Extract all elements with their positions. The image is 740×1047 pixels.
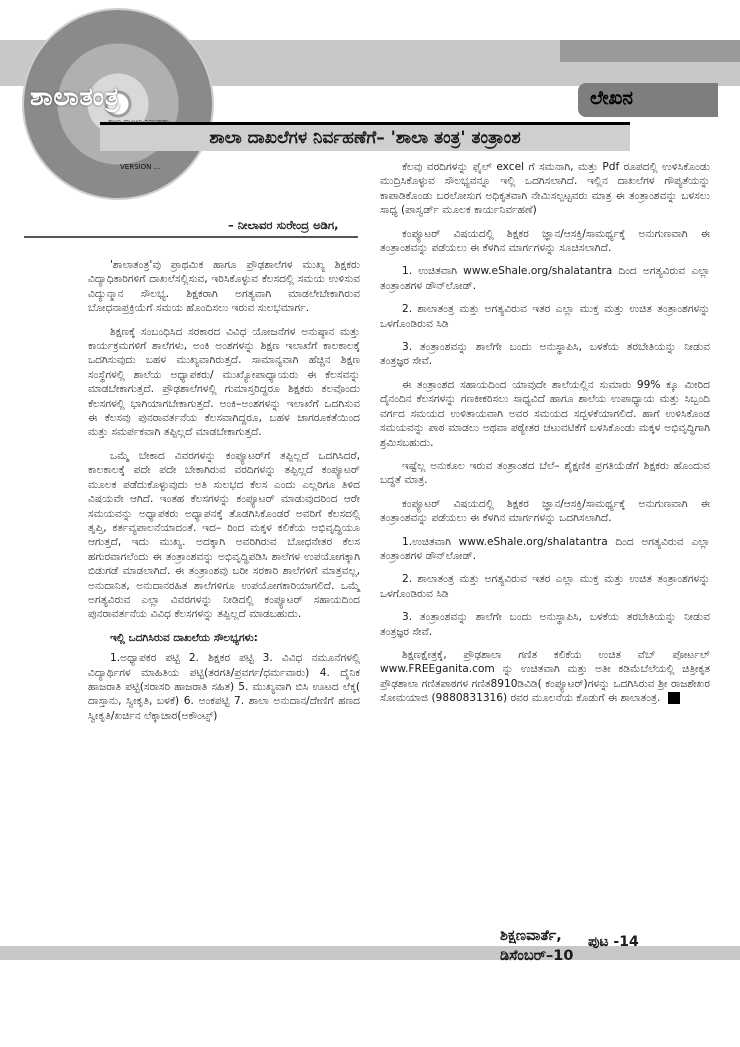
end-of-article-mark — [668, 692, 680, 704]
section-label: ಲೇಖನ — [590, 87, 633, 109]
publication-issue: ಡಿಸೆಂಬರ್–10 — [500, 948, 574, 964]
paragraph: 1. ಉಚಿತವಾಗಿ www.eShale.org/shalatantra ದಿಂದ ಅಗತ್ಯವಿರುವ ಎಲ್ಲಾ ತಂತ್ರಾಂಶಗಳ ಡೌನ್‌ಲೋಡ್. — [380, 265, 710, 292]
paragraph: ಇಷ್ಟೆಲ್ಲ ಅನುಕೂಲ ಇರುವ ತಂತ್ರಾಂಶದ ಬೆಲೆ– ಶೈಕ್ಷಣಿಕ ಪ್ರಗತಿಯೆಡೆಗೆ ಶಿಕ್ಷಕರು ಹೊಂದುವ ಬದ್ಧತೆ ಮಾತ್ರ. — [380, 459, 710, 487]
header-band-accent — [560, 40, 740, 62]
features-list: 1.ಅಧ್ಯಾಪಕರ ಪಟ್ಟಿ 2. ಶಿಕ್ಷಕರ ಪಟ್ಟಿ 3. ವಿವಿಧ ನಮೂನೆಗಳಲ್ಲಿ ವಿದ್ಯಾರ್ಥಿಗಳ ಮಾಹಿತಿಯ ಪಟ್ಟಿ(ತರಗತಿ/ಪ್ರವರ್ಗ/ಧರ್ಮವಾರು) 4. ದೈನಿಕ ಹಾಜರಾತಿ ಪಟ್ಟಿ(ಸರಾಸರಿ ಹಾಜರಾತಿ ಸಹಿತ) 5. ಮುಖ್ಯವಾಗಿ ಬಿಸಿ ಊಟದ ಲೆಕ್ಕ( ದಾಸ್ತಾನು, ಸ್ವೀಕೃತಿ, ಬಳಕೆ) 6. ಅಂಕಪಟ್ಟಿ 7. ಶಾಲಾ ಅನುದಾನ/ದೇಣಿಗೆ ಹಣದ ಸ್ವೀಕೃತಿ/ಖರ್ಚಿನ ಲೆಕ್ಕಾಚಾರ(ಅಕೌಂಟ್ಸ್) — [88, 652, 360, 722]
paragraph: ಈ ತಂತ್ರಾಂಶದ ಸಹಾಯದಿಂದ ಯಾವುದೇ ಶಾಲೆಯಲ್ಲಿನ ಸುಮಾರು 99% ಕ್ಕೂ ಮೀರಿದ ದೈನಂದಿನ ಕೆಲಸಗಳನ್ನು ಗಣಕೀಕರಿಸಲು ಸಾಧ್ಯವಿದೆ ಹಾಗೂ ಶಾಲೆಯ ಉಪಾಧ್ಯಾಯ ಮತ್ತು ಸಿಬ್ಬಂದಿ ವರ್ಗದ ಸಮಯದ ಉಳಿತಾಯವಾಗಿ ಅವರ ಸಮಯದ ಸದ್ಬಳಕೆಯಾಗಲಿದೆ. ಹಾಗೆ ಉಳಿಸಿಕೊಂಡ ಸಮಯವನ್ನು ಪಾಠ ಮಾಡಲು ಅಥವಾ ಪಠ್ಯೇತರ ಚಟುವಟಿಕೆಗೆ ಬಳಸಿಕೊಂಡು ಮಕ್ಕಳ ಅಭಿವೃದ್ಧಿಗಾಗಿ ಶ್ರಮಿಸಬಹುದು. — [380, 378, 710, 449]
closing-paragraph — [380, 648, 710, 706]
paragraph: 1.ಉಚಿತವಾಗಿ www.eShale.org/shalatantra ದಿಂದ ಅಗತ್ಯವಿರುವ ಎಲ್ಲಾ ತಂತ್ರಾಂಶಗಳ ಡೌನ್‌ಲೋಡ್. — [380, 535, 710, 562]
cd-version: VERSION ... — [120, 163, 161, 171]
paragraph: 2. ಶಾಲಾತಂತ್ರ ಮತ್ತು ಅಗತ್ಯವಿರುವ ಇತರ ಎಲ್ಲಾ ಮುಕ್ತ ಮತ್ತು ಉಚಿತ ತಂತ್ರಾಂಶಗಳನ್ನು ಒಳಗೊಂಡಿರುವ ಸಿಡಿ — [380, 573, 710, 600]
page-number: ಪುಟ -14 — [588, 934, 639, 950]
cd-title: ಶಾಲಾತಂತ್ರ — [30, 82, 121, 111]
paragraph: ಕಂಪ್ಯೂಟರ್ ವಿಷಯದಲ್ಲಿ ಶಿಕ್ಷಕರ ಜ್ಞಾನ/ಆಸಕ್ತಿ/ಸಾಮರ್ಥ್ಯಕ್ಕೆ ಅನುಗುಣವಾಗಿ ಈ ತಂತ್ರಾಂಶವನ್ನು ಪಡೆಯಲು ಈ ಕೆಳಗಿನ ಮಾರ್ಗಗಳನ್ನು ಸೂಚಿಸಲಾಗಿದೆ. — [380, 227, 710, 255]
paragraph: ಒಮ್ಮೆ ಬೇಕಾದ ವಿವರಗಳನ್ನು ಕಂಪ್ಯೂಟರ್‌ಗೆ ತಪ್ಪಿಲ್ಲದೆ ಒದಗಿಸಿದರೆ, ಕಾಲಕಾಲಕ್ಕೆ ಪದೇ ಪದೇ ಬೇಕಾಗಿರುವ ವರದಿಗಳನ್ನು ತಪ್ಪಿಲ್ಲದೆ ಕಂಪ್ಯೂಟರ್ ಮೂಲಕ ಪಡೆದುಕೊಳ್ಳುವುದು ಅತಿ ಸುಲಭದ ಕೆಲಸ ಎಂದು ಎಲ್ಲರಿಗೂ ತಿಳಿದ ವಿಷಯವೇ ಆಗಿದೆ. ಇಂತಹ ಕೆಲಸಗಳನ್ನು ಕಂಪ್ಯೂಟರ್ ಮಾಡುವುದರಿಂದ ಆರೇ ಸಮಯವನ್ನು ಅಧ್ಯಾಪಕರು ಅಧ್ಯಾಪನಕ್ಕೆ ತೊಡಗಿಸಿಕೊಂಡರೆ ಅವರಿಗೆ ಕೆಲಸದಲ್ಲಿ ತೃಪ್ತಿ, ಕರ್ತವ್ಯಪಾಲನೆಯಾದಂತೆ. ಇದ– ರಿಂದ ಮಕ್ಕಳ ಕಲಿಕೆಯ ಅಭಿವೃದ್ಧಿಯೂ ಆಗುತ್ತದೆ, ಇದು ಮುಖ್ಯ. ಅದಕ್ಕಾಗಿ ಅವರಿಗಿರುವ ಬೋಧನೇತರ ಕೆಲಸ ಹಗುರವಾಗಲೆಂದು ಈ ತಂತ್ರಾಂಶವನ್ನು ಅಭಿವೃದ್ಧಿಪಡಿಸಿ ಶಾಲೆಗಳ ಉಪಯೋಗಕ್ಕಾಗಿ ಬಿಡುಗಡೆ ಮಾಡಲಾಗಿದೆ. ಈ ತಂತ್ರಾಂಶವು ಬರೀ ಸರಕಾರಿ ಶಾಲೆಗಳಿಗೆ ಮಾತ್ರವಲ್ಲ, ಅನುದಾನಿತ, ಅನುದಾನರಹಿತ ಶಾಲೆಗಳಿಗೂ ಉಪಯೋಗಕಾರಿಯಾಗಲಿದೆ. ಒಮ್ಮೆ ಅಗತ್ಯವಿರುವ ಎಲ್ಲಾ ವಿವರಗಳನ್ನು ನೀಡಿದಲ್ಲಿ ಕಂಪ್ಯೂಟರ್ ಸಹಾಯದಿಂದ ಪುನರಾವರ್ತನೆಯ ವಿವಿಧ ಕೆಲಸಗಳನ್ನು ತಪ್ಪಿಲ್ಲದೆ ಮಾಡಬಹುದು. — [88, 449, 360, 621]
byline-divider — [24, 236, 358, 238]
left-column — [88, 258, 360, 732]
publication-name — [500, 926, 573, 966]
publication-title: ಶಿಕ್ಷಣವಾರ್ತೆ, — [500, 928, 562, 944]
paragraph: 3. ತಂತ್ರಾಂಶವನ್ನು ಶಾಲೆಗೇ ಬಂದು ಅನುಸ್ಥಾಪಿಸಿ, ಬಳಕೆಯ ತರಬೇತಿಯನ್ನು ನೀಡುವ ತಂತ್ರಜ್ಞರ ಸೇವೆ. — [380, 611, 710, 638]
author-byline: – ನೀಲಾವರ ಸುರೇಂದ್ರ ಅಡಿಗ, — [228, 218, 339, 232]
right-column — [380, 160, 710, 715]
closing-text: ಶಿಕ್ಷಣಕ್ಷೇತ್ರಕ್ಕೆ, ಪ್ರೌಢಶಾಲಾ ಗಣಿತ ಕಲಿಕೆಯ ಉಚಿತ ವೆಬ್ ಪೋರ್ಟಲ್ www.FREEganita.com ನ್ನು ಉಚಿತವಾಗಿ ಮತ್ತು ಅತೀ ಕಡಿಮೆಬೆಲೆಯಲ್ಲಿ ಚಿತ್ರೀಕೃತ ಪ್ರೌಢಶಾಲಾ ಗಣಿತಪಾಠಗಳ ಗಣಿತ8910ಡಿವಿಡಿ( ಕಂಪ್ಯೂಟರ್)ಗಳನ್ನು ಒದಗಿಸಿರುವ ಶ್ರೀ ರಾಜಶೇಖರ ಸೋಮಯಾಜಿ (9880831316) ರವರ ಮೂಲನೆಯ ಕೊಡುಗೆ ಈ ಶಾಲಾತಂತ್ರ. — [380, 648, 710, 705]
article-headline: ಶಾಲಾ ದಾಖಲೆಗಳ ನಿರ್ವಹಣೆಗೆ– 'ಶಾಲಾ ತಂತ್ರ' ತಂತ್ರಾಂಶ — [100, 122, 630, 151]
paragraph: ಶಿಕ್ಷಣಕ್ಕೆ ಸಂಬಂಧಿಸಿದ ಸರಕಾರದ ವಿವಿಧ ಯೋಜನೆಗಳ ಅನುಷ್ಠಾನ ಮತ್ತು ಕಾರ್ಯಕ್ರಮಗಳಿಗೆ ಶಾಲೆಗಳು, ಅಂಕಿ ಅಂಶಗಳನ್ನು ಶಿಕ್ಷಣ ಇಲಾಖೆಗೆ ಕಾಲಕಾಲಕ್ಕೆ ಒದಗಿಸುವುದು ಬಹಳ ಮುಖ್ಯವಾಗಿರುತ್ತದೆ. ಸಾಮಾನ್ಯವಾಗಿ ಹೆಚ್ಚಿನ ಶಿಕ್ಷಣ ಸಂಸ್ಥೆಗಳಲ್ಲಿ ಶಾಲೆಯ ಅಧ್ಯಾಪಕರು/ ಮುಖ್ಯೋಪಾಧ್ಯಾಯರು ಈ ಕೆಲಸವನ್ನು ಮಾಡಬೇಕಾಗುತ್ತದೆ. ಪ್ರೌಢಶಾಲೆಗಳಲ್ಲಿ ಗುಮಾಸ್ತರಿದ್ದರೂ ಶಿಕ್ಷಕರು ಕಲವೊಂದು ಕೆಲಸಗಳಲ್ಲಿ ಭಾಗಿಯಾಗಬೇಕಾಗುತ್ತದೆ. ಅಂಕಿ–ಅಂಶಗಳನ್ನು ಇಲಾಖೆಗೆ ಒದಗಿಸುವ ಈ ಕೆಲಸವು ಪುನರಾವರ್ತನೆಯ ಕೆಲಸವಾಗಿದ್ದರೂ, ಬಹಳ ಜಾಗರೂಕತೆಯಿಂದ ಮತ್ತು ಸಮರ್ಪಕವಾಗಿ ತಪ್ಪಿಲ್ಲದೆ ಮಾಡಬೇಕಾಗುತ್ತದೆ. — [88, 325, 360, 439]
paragraph: ಕೆಲವು ವರದಿಗಳನ್ನು ಫೈಲ್ excel ಗೆ ಸಮನಾಗಿ, ಮತ್ತು Pdf ರೂಪದಲ್ಲಿ ಉಳಿಸಿಕೊಂಡು ಮುದ್ರಿಸಿಕೊಳ್ಳುವ ಸೌಲಭ್ಯವನ್ನೂ ಇಲ್ಲಿ ಒದಗಿಸಲಾಗಿದೆ. ಇಲ್ಲಿನ ದಾಖಲೆಗಳ ಗೌಪ್ಯತೆಯನ್ನು ಕಾಪಾಡಿಕೊಂಡು ಬರಲೋಸುಗ ಅಧಿಕೃತವಾಗಿ ನೇಮಿಸಲ್ಪಟ್ಟವರು ಮಾತ್ರ ಈ ತಂತ್ರಾಂಶವನ್ನು ಬಳಸಲು ಸಾಧ್ಯ (ಪಾಸ್ವರ್ಡ್ ಮೂಲಕ ಕಾರ್ಯನಿರ್ವಹಣೆ) — [380, 161, 710, 217]
features-list-title: ಇಲ್ಲಿ ಒದಗಿಸಿರುವ ದಾಖಲೆಯ ಸೌಲಭ್ಯಗಳು: — [110, 631, 258, 644]
paragraph: ಕಂಪ್ಯೂಟರ್ ವಿಷಯದಲ್ಲಿ ಶಿಕ್ಷಕರ ಜ್ಞಾನ/ಆಸಕ್ತಿ/ಸಾಮರ್ಥ್ಯಕ್ಕೆ ಅನುಗುಣವಾಗಿ ಈ ತಂತ್ರಾಂಶವನ್ನು ಪಡೆಯಲು ಈ ಕೆಳಗಿನ ಮಾರ್ಗಗಳನ್ನು ಒದಗಿಸಲಾಗಿದೆ. — [380, 497, 710, 525]
paragraph: 3. ತಂತ್ರಾಂಶವನ್ನು ಶಾಲೆಗೇ ಬಂದು ಅನುಸ್ಥಾಪಿಸಿ, ಬಳಕೆಯ ತರಬೇತಿಯನ್ನು ನೀಡುವ ತಂತ್ರಜ್ಞರ ಸೇವೆ. — [380, 341, 710, 368]
paragraph: 2. ಶಾಲಾತಂತ್ರ ಮತ್ತು ಅಗತ್ಯವಿರುವ ಇತರ ಎಲ್ಲಾ ಮುಕ್ತ ಮತ್ತು ಉಚಿತ ತಂತ್ರಾಂಶಗಳನ್ನು ಒಳಗೊಂಡಿರುವ ಸಿಡಿ — [380, 303, 710, 330]
paragraph: 'ಶಾಲಾತಂತ್ರ'ವು ಪ್ರಾಥಮಿಕ ಹಾಗೂ ಪ್ರೌಢಶಾಲೆಗಳ ಮುಖ್ಯ ಶಿಕ್ಷಕರು ವಿದ್ಯಾಧಿಕಾರಿಗಳಿಗೆ ದಾಖಲೆಸಲ್ಲಿಸುವ, ಇರಿಸಿಕೊಳ್ಳುವ ಕೆಲಸದಲ್ಲಿ ಸಮಯ ಉಳಿಸುವ ವಿದ್ಯುನ್ಮಾನ ಸೌಲಭ್ಯ. ಶಿಕ್ಷಕರಾಗಿ ಅಗತ್ಯವಾಗಿ ಮಾಡಲೇಬೇಕಾಗಿರುವ ಬೋಧನಾಪ್ರಕ್ರಿಯೆಗೆ ಸಮಯ ಹೊಂದಿಸಲು ಇರುವ ಸುಲಭಮಾರ್ಗ. — [88, 259, 360, 315]
